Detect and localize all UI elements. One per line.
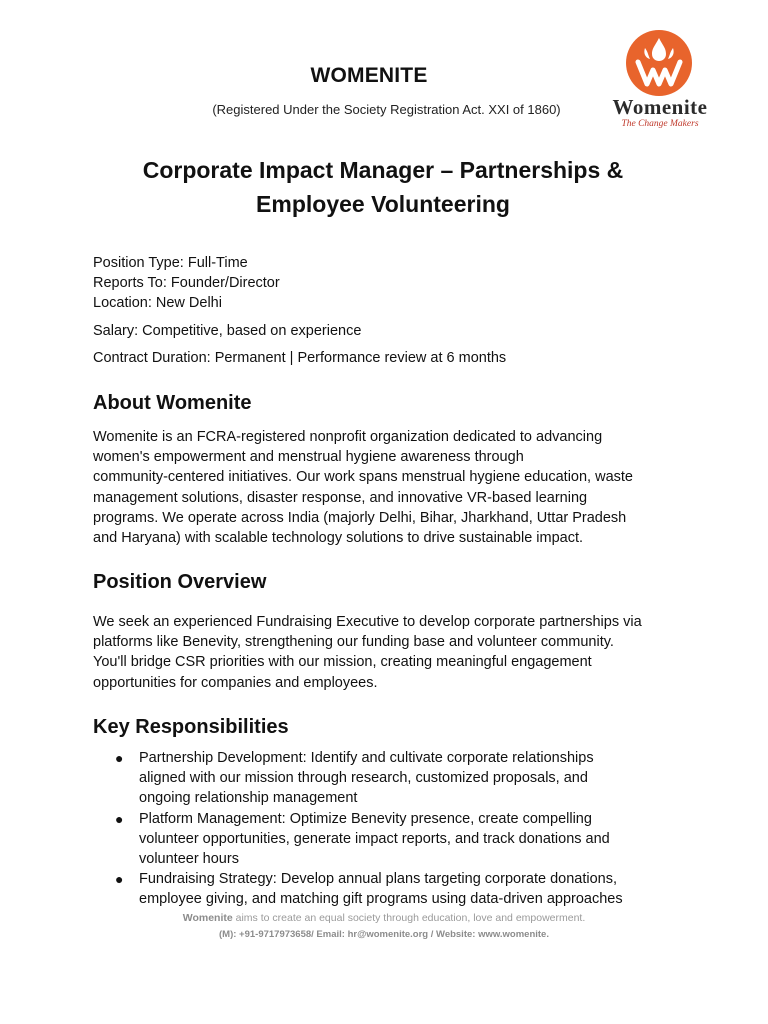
bullet-icon: ● xyxy=(115,750,124,766)
paragraph-line: You'll bridge CSR priorities with our mission, creating meaningful engagement xyxy=(93,654,592,671)
footer-tagline-text: aims to create an equal society through education, love and empowerment. xyxy=(232,912,586,924)
paragraph-line: We seek an experienced Fundraising Executive to develop corporate partnerships via xyxy=(93,614,642,630)
contract-duration: Contract Duration: Permanent | Performance review at 6 months xyxy=(93,350,507,366)
logo-tagline: The Change Makers xyxy=(621,119,699,129)
responsibilities-list xyxy=(93,748,693,910)
about-heading: About Womenite xyxy=(93,392,252,414)
list-item-line: ongoing relationship management xyxy=(139,790,358,807)
job-title-line-1: Corporate Impact Manager – Partnerships & xyxy=(142,157,624,183)
overview-paragraph xyxy=(93,612,693,693)
paragraph-line: programs. We operate across India (majorly Delhi, Bihar, Jharkhand, Uttar Pradesh xyxy=(93,509,627,526)
paragraph-line: platforms like Benevity, strengthening our funding base and volunteer community. xyxy=(93,634,614,651)
logo-wordmark: Womenite xyxy=(612,95,708,119)
paragraph-line: and Haryana) with scalable technology solutions to drive sustainable impact. xyxy=(93,530,584,547)
footer-tagline xyxy=(0,912,768,924)
list-item xyxy=(93,748,693,809)
paragraph-line: women's empowerment and menstrual hygiene awareness through xyxy=(93,449,524,466)
organization-name: WOMENITE xyxy=(310,64,428,87)
position-type: Position Type: Full-Time xyxy=(93,255,248,271)
footer-contact: (M): +91-9717973658/ Email: hr@womenite.org / Website: www.womenite. xyxy=(219,929,549,940)
list-item xyxy=(93,809,693,870)
reports-to: Reports To: Founder/Director xyxy=(93,275,280,291)
list-item-line: Partnership Development: Identify and cultivate corporate relationships xyxy=(139,750,594,766)
list-item xyxy=(93,869,693,909)
salary: Salary: Competitive, based on experience xyxy=(93,323,362,339)
paragraph-line: management solutions, disaster response, and innovative VR-based learning xyxy=(93,489,588,506)
paragraph-line: Womenite is an FCRA-registered nonprofit organization dedicated to advancing xyxy=(93,429,603,445)
list-item-line: volunteer hours xyxy=(139,851,239,868)
bullet-icon: ● xyxy=(115,871,124,888)
registration-note: (Registered Under the Society Registration Act. XXI of 1860) xyxy=(212,102,561,117)
overview-heading: Position Overview xyxy=(93,571,267,593)
job-title xyxy=(60,153,706,221)
about-paragraph xyxy=(93,427,693,548)
list-item-line: Platform Management: Optimize Benevity presence, create compelling xyxy=(139,810,592,827)
paragraph-line: opportunities for companies and employees. xyxy=(93,674,378,691)
paragraph-line: community-centered initiatives. Our work spans menstrual hygiene education, waste xyxy=(93,469,633,486)
list-item-line: Fundraising Strategy: Develop annual plans targeting corporate donations, xyxy=(139,871,617,888)
list-item-line: volunteer opportunities, generate impact reports, and track donations and xyxy=(139,830,610,847)
list-item-line: aligned with our mission through research, customized proposals, and xyxy=(139,770,588,787)
footer-brand: Womenite xyxy=(182,912,233,924)
job-title-line-2: Employee Volunteering xyxy=(256,191,510,217)
bullet-icon: ● xyxy=(115,810,124,827)
list-item-line: employee giving, and matching gift programs using data-driven approaches xyxy=(139,891,623,908)
location: Location: New Delhi xyxy=(93,295,222,311)
responsibilities-heading: Key Responsibilities xyxy=(93,716,289,738)
